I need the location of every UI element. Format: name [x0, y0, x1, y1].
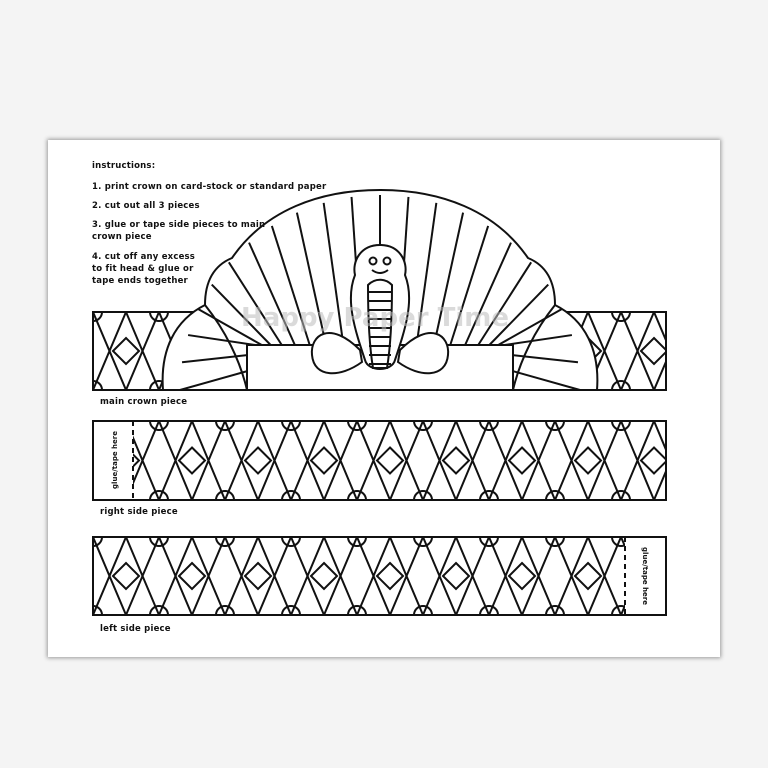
top-half-circle [18, 421, 36, 430]
top-half-circle [678, 421, 696, 430]
diagonal-lines [225, 537, 291, 615]
bottom-half-circle [678, 381, 696, 390]
diagonal-lines [27, 537, 93, 615]
instruction-step-4: 4. cut off any excess to fit head & glue or tape ends together [92, 252, 196, 286]
diagonal-lines [27, 421, 93, 500]
inner-diamond [707, 448, 733, 474]
bottom-half-circle [678, 606, 696, 615]
inner-diamond [179, 448, 205, 474]
inner-diamond [509, 448, 535, 474]
inner-diamond [575, 563, 601, 589]
diagonal-lines [27, 312, 93, 390]
diagonal-lines [357, 537, 423, 615]
diagonal-lines [555, 537, 621, 615]
diagonal-lines [93, 537, 159, 615]
inner-diamond [443, 563, 469, 589]
inner-diamond [377, 448, 403, 474]
inner-diamond [509, 563, 535, 589]
inner-diamond [377, 563, 403, 589]
diagonal-lines [489, 421, 555, 500]
diagonal-lines [489, 537, 555, 615]
diagonal-lines [621, 421, 687, 500]
inner-diamond [179, 563, 205, 589]
bottom-half-circle [18, 381, 36, 390]
diagonal-lines [621, 312, 687, 390]
inner-diamond [113, 338, 139, 364]
bottom-half-circle [678, 491, 696, 500]
left-side-piece-label: left side piece [100, 624, 171, 634]
top-half-circle [678, 537, 696, 546]
instructions-heading: instructions: [92, 161, 156, 171]
top-half-circle [18, 312, 36, 321]
cobra-eye [370, 258, 377, 265]
glue-area-label-left: glue/tape here [641, 547, 649, 605]
diagonal-lines [357, 421, 423, 500]
top-half-circle [678, 312, 696, 321]
inner-diamond [641, 338, 667, 364]
inner-diamond [113, 563, 139, 589]
top-half-circle [18, 537, 36, 546]
diagonal-lines [159, 537, 225, 615]
instruction-step-3: 3. glue or tape side pieces to main crown piece [92, 220, 266, 242]
diagonal-lines [93, 312, 159, 390]
diagonal-lines [687, 537, 753, 615]
instruction-step-1: 1. print crown on card-stock or standard paper [92, 182, 327, 192]
instruction-step-2: 2. cut out all 3 pieces [92, 201, 200, 211]
inner-diamond [443, 448, 469, 474]
diagonal-lines [225, 421, 291, 500]
diagonal-lines [555, 421, 621, 500]
bottom-half-circle [18, 606, 36, 615]
diagonal-lines [423, 537, 489, 615]
inner-diamond [707, 563, 733, 589]
inner-diamond [311, 563, 337, 589]
inner-diamond [707, 338, 733, 364]
diagonal-lines [291, 537, 357, 615]
inner-diamond [575, 448, 601, 474]
inner-diamond [245, 448, 271, 474]
diagonal-lines [159, 421, 225, 500]
cobra-eye [384, 258, 391, 265]
main-crown-piece-label: main crown piece [100, 397, 188, 407]
diagonal-lines [687, 312, 753, 390]
inner-diamond [245, 563, 271, 589]
right-side-piece-label: right side piece [100, 507, 178, 517]
inner-diamond [641, 448, 667, 474]
inner-diamond [47, 338, 73, 364]
diagonal-lines [423, 421, 489, 500]
inner-diamond [47, 448, 73, 474]
watermark: Happy Paper Time [241, 303, 509, 333]
inner-diamond [311, 448, 337, 474]
inner-diamond [47, 563, 73, 589]
bottom-half-circle [18, 491, 36, 500]
diagonal-lines [687, 421, 753, 500]
glue-area-label-right: glue/tape here [111, 431, 119, 489]
diagonal-lines [291, 421, 357, 500]
